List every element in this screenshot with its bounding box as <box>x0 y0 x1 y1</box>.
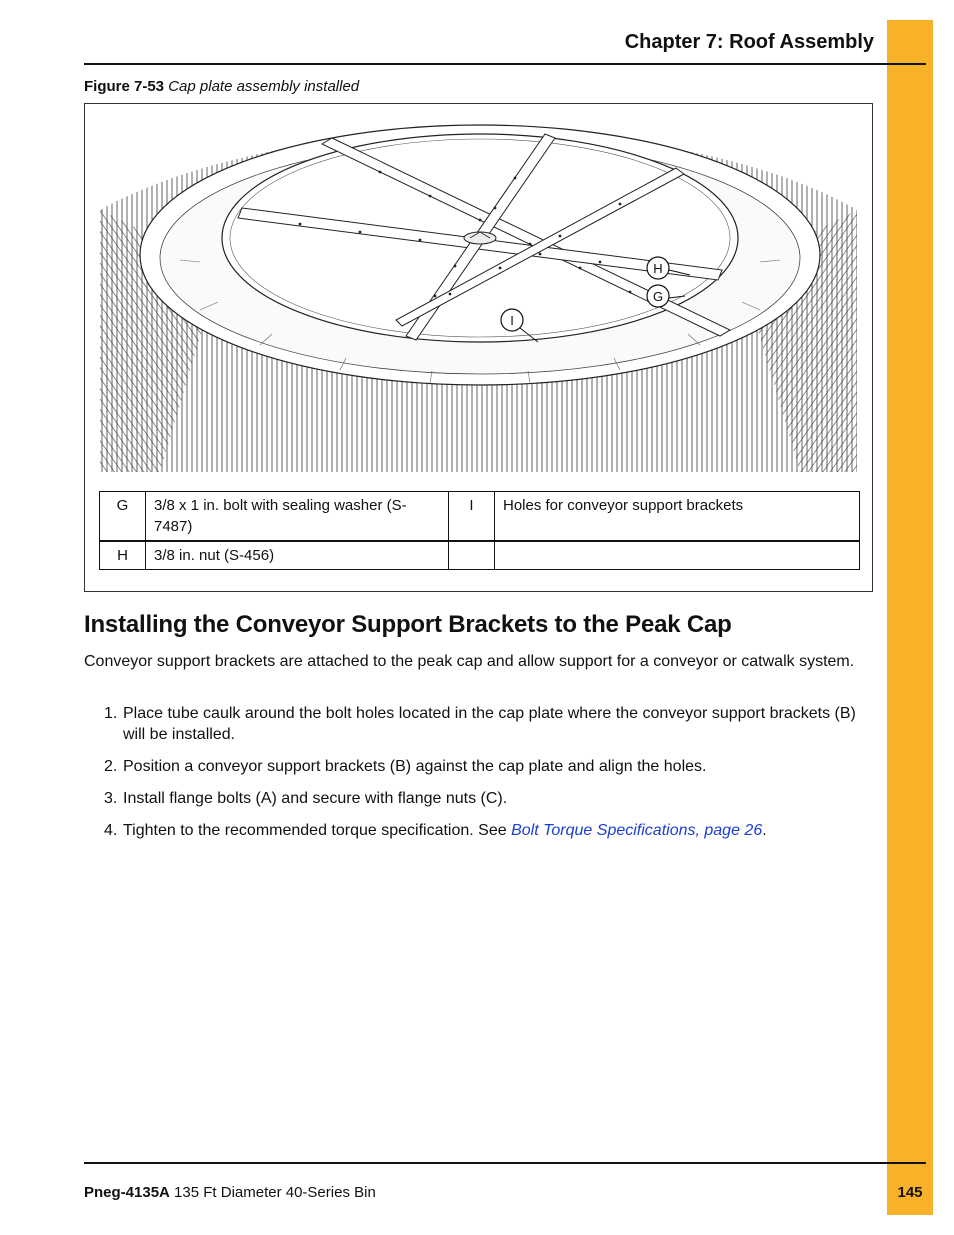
bolt-torque-link[interactable]: Bolt Torque Specifications, page 26 <box>511 822 763 839</box>
callout-i <box>501 309 523 331</box>
step-number: 4. <box>104 822 118 839</box>
step-item <box>84 788 874 809</box>
callout-h-label: H <box>653 261 663 276</box>
legend-row <box>100 541 860 570</box>
step-item <box>84 703 874 745</box>
callout-i-label: I <box>510 313 514 328</box>
legend-text <box>495 541 860 570</box>
legend-key: G <box>100 492 146 542</box>
callout-g <box>647 285 669 307</box>
step-text: Position a conveyor support brackets (B) against the cap plate and align the holes. <box>123 758 707 775</box>
step-number: 3. <box>104 790 118 807</box>
figure-title: Cap plate assembly installed <box>168 78 360 95</box>
legend-row <box>100 492 860 542</box>
legend-text: 3/8 x 1 in. bolt with sealing washer (S-7487) <box>146 492 449 542</box>
legend-key: I <box>449 492 495 542</box>
callout-g-label: G <box>652 289 664 304</box>
header-rule <box>84 63 926 65</box>
step-number: 1. <box>104 705 118 722</box>
step-text: Install flange bolts (A) and secure with flange nuts (C). <box>123 790 508 807</box>
step-text: Place tube caulk around the bolt holes located in the cap plate where the conveyor support brackets (B) will be installed. <box>123 705 856 743</box>
doc-number: Pneg-4135A <box>84 1184 170 1201</box>
section-heading: Installing the Conveyor Support Brackets to the Peak Cap <box>84 611 732 638</box>
chapter-tab <box>887 20 933 1215</box>
legend-key <box>449 541 495 570</box>
legend-text: 3/8 in. nut (S-456) <box>146 541 449 570</box>
cap-plate-drawing <box>100 120 857 472</box>
footer-rule <box>84 1162 926 1164</box>
figure-caption <box>84 78 359 95</box>
legend-key: H <box>100 541 146 570</box>
page-number: 145 <box>897 1184 923 1201</box>
steps-list <box>84 703 874 852</box>
chapter-title: Chapter 7: Roof Assembly <box>624 31 874 53</box>
step-item <box>84 756 874 777</box>
step-suffix: . <box>762 822 767 839</box>
doc-title: 135 Ft Diameter 40-Series Bin <box>169 1184 376 1201</box>
step-text: Tighten to the recommended torque specification. See <box>123 822 512 839</box>
intro-paragraph: Conveyor support brackets are attached to the peak cap and allow support for a conveyor or catwalk system. <box>84 653 855 670</box>
step-number: 2. <box>104 758 118 775</box>
legend-table <box>99 491 860 570</box>
legend-text: Holes for conveyor support brackets <box>495 492 860 542</box>
callout-h <box>647 257 669 279</box>
step-item <box>84 820 874 841</box>
footer-doc <box>84 1184 376 1201</box>
figure-number: Figure 7-53 <box>84 78 165 95</box>
